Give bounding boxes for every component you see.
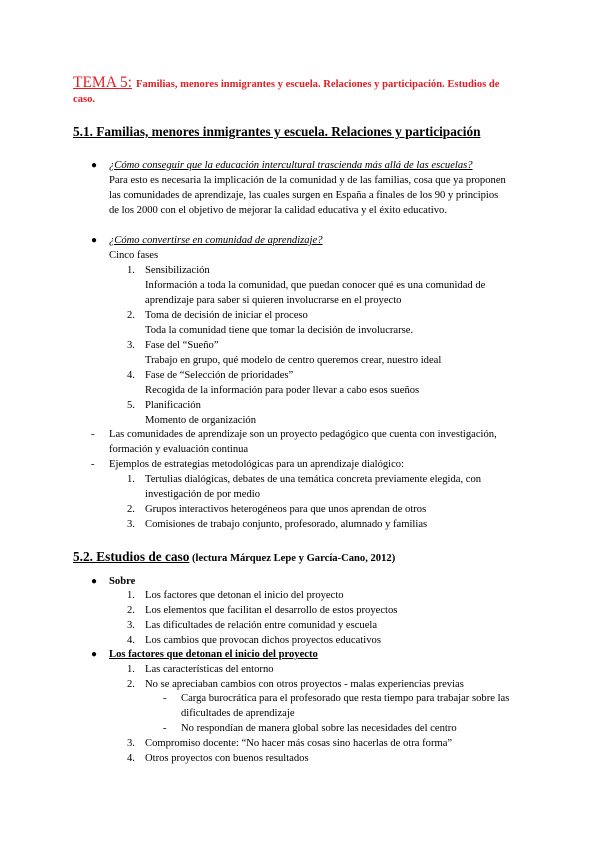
list-number: 4. bbox=[127, 635, 135, 646]
phase-desc: Información a toda la comunidad, que puedan conocer qué es una comunidad de bbox=[145, 280, 486, 291]
dash-text: formación y evaluación continua bbox=[109, 444, 249, 455]
list-item: No se apreciaban cambios con otros proyectos - malas experiencias previas bbox=[145, 679, 464, 690]
strategy-number: 3. bbox=[127, 519, 135, 530]
dash-marker: - bbox=[91, 459, 95, 470]
strategy-number: 1. bbox=[127, 474, 135, 485]
sobre-label: Sobre bbox=[109, 576, 136, 587]
list-item: Los factores que detonan el inicio del proyecto bbox=[145, 590, 344, 601]
strategy-number: 2. bbox=[127, 504, 135, 515]
phase-desc: Recogida de la información para poder llevar a cabo esos sueños bbox=[145, 385, 420, 396]
phase-desc: Trabajo en grupo, qué modelo de centro queremos crear, nuestro ideal bbox=[145, 355, 442, 366]
phase-number: 4. bbox=[127, 370, 135, 381]
strategy-text: Comisiones de trabajo conjunto, profesorado, alumnado y familias bbox=[145, 519, 428, 530]
sub-dash-text: Carga burocrática para el profesorado que resta tiempo para trabajar sobre las bbox=[181, 693, 510, 704]
factores-label: Los factores que detonan el inicio del proyecto bbox=[109, 649, 318, 660]
bullet-dot: ● bbox=[91, 235, 98, 246]
list-number: 1. bbox=[127, 590, 135, 601]
paragraph-line: Para esto es necesaria la implicación de la comunidad y de las familias, cosa que ya proponen bbox=[109, 175, 506, 186]
tema-label: TEMA 5: bbox=[73, 74, 132, 91]
list-number: 4. bbox=[127, 753, 135, 764]
phase-name: Fase del “Sueño” bbox=[145, 340, 219, 351]
sub-dash-marker: - bbox=[163, 723, 167, 734]
list-item: Los elementos que facilitan el desarrollo de estos proyectos bbox=[145, 605, 398, 616]
page-title bbox=[73, 74, 500, 92]
list-item: Los cambios que provocan dichos proyectos educativos bbox=[145, 635, 381, 646]
phase-desc: aprendizaje para saber si quieren involucrarse en el proyecto bbox=[145, 295, 402, 306]
sub-dash-marker: - bbox=[163, 693, 167, 704]
list-number: 2. bbox=[127, 605, 135, 616]
list-number: 2. bbox=[127, 679, 135, 690]
bullet-dot: ● bbox=[91, 160, 98, 171]
list-item: Las dificultades de relación entre comunidad y escuela bbox=[145, 620, 378, 631]
bullet-dot: ● bbox=[91, 576, 98, 587]
phase-number: 1. bbox=[127, 265, 135, 276]
sub-dash-text: No respondían de manera global sobre las necesidades del centro bbox=[181, 723, 457, 734]
bullet-question-2: ¿Cómo convertirse en comunidad de aprendizaje? bbox=[109, 235, 323, 246]
tema-subtitle-cont: caso. bbox=[73, 94, 96, 105]
section-heading-5-2-ref: (lectura Márquez Lepe y García-Cano, 2012) bbox=[189, 553, 396, 564]
list-item: Las características del entorno bbox=[145, 664, 274, 675]
paragraph-line: de los 2000 con el objetivo de mejorar la calidad educativa y el éxito educativo. bbox=[109, 205, 447, 216]
list-number: 3. bbox=[127, 620, 135, 631]
bullet-dot: ● bbox=[91, 649, 98, 660]
dash-text: Las comunidades de aprendizaje son un proyecto pedagógico que cuenta con investigación, bbox=[109, 429, 497, 440]
phase-number: 3. bbox=[127, 340, 135, 351]
phase-number: 5. bbox=[127, 400, 135, 411]
strategy-text: Tertulias dialógicas, debates de una temática concreta previamente elegida, con bbox=[145, 474, 482, 485]
section-heading-5-2 bbox=[73, 548, 395, 566]
paragraph-line: las comunidades de aprendizaje, las cuales surgen en España a finales de los 90 y principios bbox=[109, 190, 499, 201]
section-heading-5-2-text: 5.2. Estudios de caso bbox=[73, 549, 190, 564]
phase-name: Planificación bbox=[145, 400, 201, 411]
dash-marker: - bbox=[91, 429, 95, 440]
list-number: 3. bbox=[127, 738, 135, 749]
bullet-intro: Cinco fases bbox=[109, 250, 159, 261]
phase-desc: Momento de organización bbox=[145, 415, 257, 426]
tema-subtitle: Familias, menores inmigrantes y escuela. Relaciones y participación. Estudios de bbox=[136, 79, 500, 90]
phase-number: 2. bbox=[127, 310, 135, 321]
list-number: 1. bbox=[127, 664, 135, 675]
list-item: Compromiso docente: “No hacer más cosas sino hacerlas de otra forma” bbox=[145, 738, 453, 749]
phase-desc: Toda la comunidad tiene que tomar la decisión de involucrarse. bbox=[145, 325, 414, 336]
phase-name: Toma de decisión de iniciar el proceso bbox=[145, 310, 308, 321]
dash-text: Ejemplos de estrategias metodológicas para un aprendizaje dialógico: bbox=[109, 459, 405, 470]
list-item: Otros proyectos con buenos resultados bbox=[145, 753, 309, 764]
strategy-text: Grupos interactivos heterogéneos para que unos aprendan de otros bbox=[145, 504, 427, 515]
sub-dash-text: dificultades de aprendizaje bbox=[181, 708, 295, 719]
phase-name: Fase de “Selección de prioridades” bbox=[145, 370, 294, 381]
bullet-question-1: ¿Cómo conseguir que la educación intercultural trascienda más allá de las escuelas? bbox=[109, 160, 473, 171]
strategy-text: investigación de por medio bbox=[145, 489, 261, 500]
section-heading-5-1: 5.1. Familias, menores inmigrantes y escuela. Relaciones y participación bbox=[73, 124, 481, 139]
phase-name: Sensibilización bbox=[145, 265, 210, 276]
